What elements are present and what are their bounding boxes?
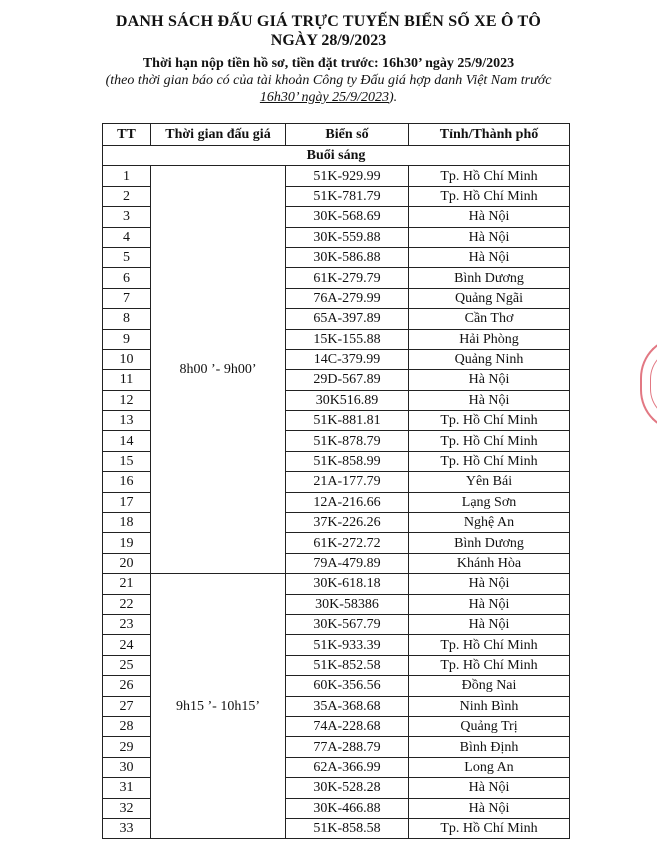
row-plate: 74A-228.68 — [286, 716, 409, 736]
row-plate: 30K-466.88 — [286, 798, 409, 818]
row-city: Hải Phòng — [409, 329, 570, 349]
row-tt: 18 — [103, 513, 151, 533]
row-tt: 1 — [103, 166, 151, 186]
row-plate: 79A-479.89 — [286, 553, 409, 573]
row-plate: 35A-368.68 — [286, 696, 409, 716]
session-row — [103, 146, 570, 166]
note-text: (theo thời gian báo có của tài khoản Công ty Đấu giá hợp danh Việt Nam trước — [105, 73, 552, 88]
row-tt: 26 — [103, 676, 151, 696]
row-tt: 23 — [103, 614, 151, 634]
row-plate: 61K-272.72 — [286, 533, 409, 553]
row-tt: 7 — [103, 288, 151, 308]
row-city: Tp. Hồ Chí Minh — [409, 166, 570, 186]
row-city: Quảng Ninh — [409, 349, 570, 369]
row-tt: 5 — [103, 247, 151, 267]
row-tt: 4 — [103, 227, 151, 247]
row-tt: 8 — [103, 309, 151, 329]
row-city: Tp. Hồ Chí Minh — [409, 818, 570, 838]
row-tt: 27 — [103, 696, 151, 716]
deposit-deadline: Thời hạn nộp tiền hồ sơ, tiền đặt trước: 16h30’ ngày 25/9/2023 — [142, 56, 515, 71]
row-plate: 51K-858.99 — [286, 451, 409, 471]
row-tt: 10 — [103, 349, 151, 369]
time-slot: 9h15 ’- 10h15’ — [151, 574, 286, 839]
row-city: Tp. Hồ Chí Minh — [409, 431, 570, 451]
row-tt: 32 — [103, 798, 151, 818]
row-tt: 12 — [103, 390, 151, 410]
row-city: Khánh Hòa — [409, 553, 570, 573]
row-plate: 30K-58386 — [286, 594, 409, 614]
row-city: Hà Nội — [409, 594, 570, 614]
note-underlined: 16h30’ ngày 25/9/2023 — [259, 90, 389, 105]
document-header — [0, 12, 657, 106]
document-title: DANH SÁCH ĐẤU GIÁ TRỰC TUYẾN BIỂN SỐ XE Ô TÔ — [115, 13, 542, 30]
header-tt: TT — [103, 124, 151, 146]
row-city: Hà Nội — [409, 227, 570, 247]
row-city: Hà Nội — [409, 247, 570, 267]
row-plate: 77A-288.79 — [286, 737, 409, 757]
row-tt: 22 — [103, 594, 151, 614]
row-tt: 29 — [103, 737, 151, 757]
row-city: Tp. Hồ Chí Minh — [409, 655, 570, 675]
row-city: Long An — [409, 757, 570, 777]
row-city: Hà Nội — [409, 614, 570, 634]
row-plate: 51K-881.81 — [286, 411, 409, 431]
row-tt: 20 — [103, 553, 151, 573]
red-seal-stamp — [640, 336, 657, 432]
row-city: Đồng Nai — [409, 676, 570, 696]
deadline-note — [0, 72, 657, 106]
row-tt: 19 — [103, 533, 151, 553]
row-city: Nghệ An — [409, 513, 570, 533]
table-header-row — [103, 124, 570, 146]
row-tt: 15 — [103, 451, 151, 471]
row-plate: 12A-216.66 — [286, 492, 409, 512]
header-city: Tỉnh/Thành phố — [409, 124, 570, 146]
row-tt: 33 — [103, 818, 151, 838]
row-plate: 29D-567.89 — [286, 370, 409, 390]
row-plate: 51K-929.99 — [286, 166, 409, 186]
row-city: Quảng Trị — [409, 716, 570, 736]
row-city: Hà Nội — [409, 207, 570, 227]
auction-table — [102, 123, 570, 839]
row-tt: 17 — [103, 492, 151, 512]
row-plate: 15K-155.88 — [286, 329, 409, 349]
table-row — [103, 166, 570, 186]
header-plate: Biển số — [286, 124, 409, 146]
row-city: Tp. Hồ Chí Minh — [409, 635, 570, 655]
session-label: Buổi sáng — [103, 146, 570, 166]
row-tt: 3 — [103, 207, 151, 227]
row-plate: 30K-618.18 — [286, 574, 409, 594]
row-city: Ninh Bình — [409, 696, 570, 716]
row-tt: 9 — [103, 329, 151, 349]
row-tt: 30 — [103, 757, 151, 777]
table-row — [103, 574, 570, 594]
document-date: NGÀY 28/9/2023 — [270, 32, 387, 49]
row-plate: 14C-379.99 — [286, 349, 409, 369]
row-plate: 51K-878.79 — [286, 431, 409, 451]
row-plate: 30K-586.88 — [286, 247, 409, 267]
row-city: Bình Dương — [409, 268, 570, 288]
row-city: Tp. Hồ Chí Minh — [409, 451, 570, 471]
row-tt: 6 — [103, 268, 151, 288]
row-plate: 51K-781.79 — [286, 186, 409, 206]
row-city: Yên Bái — [409, 472, 570, 492]
row-plate: 30K-568.69 — [286, 207, 409, 227]
row-city: Quảng Ngãi — [409, 288, 570, 308]
row-plate: 30K-528.28 — [286, 778, 409, 798]
row-city: Bình Định — [409, 737, 570, 757]
row-city: Hà Nội — [409, 798, 570, 818]
row-plate: 76A-279.99 — [286, 288, 409, 308]
row-city: Hà Nội — [409, 778, 570, 798]
header-time: Thời gian đấu giá — [151, 124, 286, 146]
row-tt: 24 — [103, 635, 151, 655]
row-city: Hà Nội — [409, 390, 570, 410]
row-city: Lạng Sơn — [409, 492, 570, 512]
row-plate: 30K-559.88 — [286, 227, 409, 247]
row-tt: 11 — [103, 370, 151, 390]
row-plate: 30K516.89 — [286, 390, 409, 410]
row-tt: 13 — [103, 411, 151, 431]
note-end: ). — [388, 90, 398, 105]
row-plate: 62A-366.99 — [286, 757, 409, 777]
row-city: Tp. Hồ Chí Minh — [409, 186, 570, 206]
row-plate: 30K-567.79 — [286, 614, 409, 634]
row-plate: 51K-858.58 — [286, 818, 409, 838]
row-tt: 2 — [103, 186, 151, 206]
row-tt: 16 — [103, 472, 151, 492]
row-city: Hà Nội — [409, 370, 570, 390]
row-tt: 28 — [103, 716, 151, 736]
row-city: Tp. Hồ Chí Minh — [409, 411, 570, 431]
row-plate: 61K-279.79 — [286, 268, 409, 288]
row-plate: 60K-356.56 — [286, 676, 409, 696]
row-plate: 51K-852.58 — [286, 655, 409, 675]
row-city: Hà Nội — [409, 574, 570, 594]
row-tt: 21 — [103, 574, 151, 594]
row-tt: 25 — [103, 655, 151, 675]
row-tt: 31 — [103, 778, 151, 798]
row-city: Cần Thơ — [409, 309, 570, 329]
row-plate: 37K-226.26 — [286, 513, 409, 533]
row-plate: 21A-177.79 — [286, 472, 409, 492]
time-slot: 8h00 ’- 9h00’ — [151, 166, 286, 574]
row-tt: 14 — [103, 431, 151, 451]
row-city: Bình Dương — [409, 533, 570, 553]
row-plate: 51K-933.39 — [286, 635, 409, 655]
row-plate: 65A-397.89 — [286, 309, 409, 329]
